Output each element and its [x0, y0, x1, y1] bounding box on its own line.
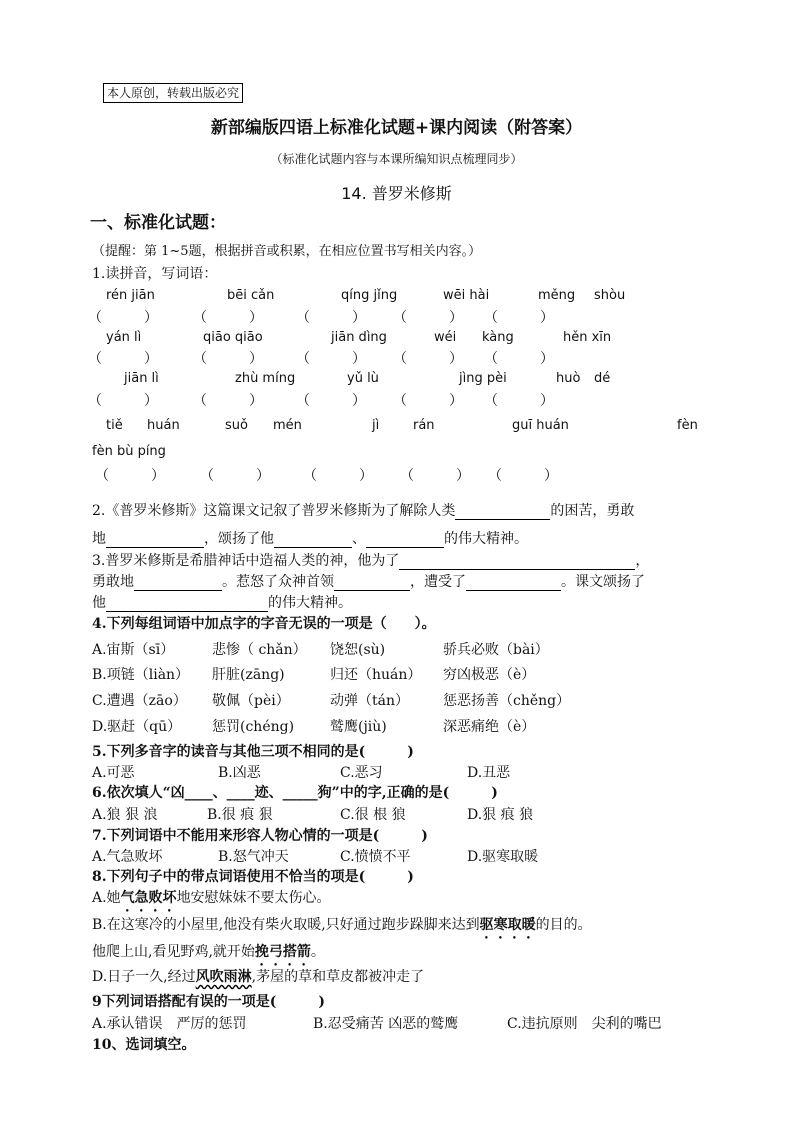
pinyin: fèn bù píng: [92, 444, 166, 459]
text: 的伟大精神。: [268, 595, 352, 611]
fill-blank[interactable]: [399, 555, 635, 570]
option-b[interactable]: B.忍受痛苦 凶恶的鹫鹰: [313, 1016, 459, 1032]
answer-blank[interactable]: （ ）: [193, 351, 263, 367]
pinyin: mén: [273, 418, 302, 433]
option-b[interactable]: B.项链（liàn）: [92, 667, 190, 683]
text: ，颂扬了他: [204, 531, 274, 547]
answer-blank[interactable]: （ ）: [200, 468, 270, 484]
text: 他: [92, 595, 106, 611]
text: 2.《普罗米修斯》这篇课文记叙了普罗米修斯为了解除人类: [92, 503, 456, 519]
answer-blank[interactable]: （ ）: [88, 393, 158, 409]
q9-stem: 9下列词语搭配有误的一项是( ): [92, 994, 325, 1010]
q2-line2: [92, 528, 528, 548]
pinyin: tiě: [106, 418, 123, 433]
text: ，遭受了: [410, 574, 466, 590]
pinyin: měng: [538, 288, 576, 303]
option-b[interactable]: [92, 914, 592, 942]
option-b: 穷凶极恶（è）: [443, 667, 536, 683]
q3-line3: [92, 592, 352, 612]
option-d[interactable]: D.丑恶: [467, 765, 511, 781]
pinyin: jì: [372, 418, 380, 433]
page-title: 新部编版四语上标准化试题+课内阅读（附答案）: [210, 118, 583, 138]
text: ，: [635, 553, 650, 569]
answer-blank[interactable]: （ ）: [193, 393, 263, 409]
pinyin: huò: [556, 371, 581, 386]
option-a[interactable]: [92, 887, 331, 915]
pinyin: rén jiān: [106, 288, 155, 303]
text: ,茅屋的草和草皮都被冲走了: [251, 969, 425, 985]
option-c: 动弹（tán）: [330, 693, 409, 709]
pinyin: jiān lì: [124, 371, 159, 386]
option-c: 敬佩（pèi）: [212, 693, 290, 709]
q10-stem: 10、选词填空。: [92, 1037, 196, 1053]
copyright-stamp: 本人原创，转载出版必究: [103, 83, 243, 103]
fill-blank[interactable]: [134, 576, 222, 591]
dotted-word: 气急败坏: [120, 890, 177, 906]
option-c: 惩恶扬善（chěng）: [443, 693, 571, 709]
q7-stem: 7.下列词语中不能用来形容人物心情的一项是( ): [92, 828, 428, 844]
fill-blank[interactable]: [466, 576, 561, 591]
answer-blank[interactable]: （ ）: [193, 310, 263, 326]
pinyin: yǔ lù: [347, 371, 379, 386]
q6-stem: 6.依次填人“凶____、____迹、_____狗”中的字,正确的是( ): [92, 785, 498, 801]
text: 的目的。: [535, 917, 592, 933]
q3-line1: [92, 550, 649, 570]
q3-line2: [92, 571, 645, 591]
option-b[interactable]: B.怒气冲天: [218, 849, 289, 865]
pinyin: qiāo qiāo: [203, 330, 263, 345]
q4-stem: 4.下列每组词语中加点字的字音无误的一项是（ ）。: [92, 616, 436, 632]
pinyin: yán lì: [106, 330, 142, 345]
fill-blank[interactable]: [106, 533, 204, 548]
text: 3.普罗米修斯是希腊神话中造福人类的神，他为了: [92, 553, 400, 569]
fill-blank[interactable]: [366, 533, 444, 548]
pinyin: kàng: [482, 330, 514, 345]
option-b: 归还（huán）: [330, 667, 422, 683]
fill-blank[interactable]: [106, 597, 268, 612]
option-d: 深恶痛绝（è）: [443, 719, 536, 735]
answer-blank[interactable]: （ ）: [88, 351, 158, 367]
text: 地: [92, 531, 106, 547]
pinyin: shòu: [594, 288, 626, 303]
section-heading: 一、标准化试题：: [90, 213, 226, 233]
page-subtitle: （标准化试题内容与本课所编知识点梳理同步）: [270, 152, 523, 166]
answer-blank[interactable]: （ ）: [400, 468, 470, 484]
option-a[interactable]: A.气急败坏: [92, 849, 163, 865]
answer-blank[interactable]: （ ）: [393, 310, 463, 326]
text: 的伟大精神。: [444, 531, 528, 547]
option-c[interactable]: C.违抗原则 尖利的嘴巴: [507, 1016, 662, 1032]
option-c[interactable]: C.遭遇（zāo）: [92, 693, 187, 709]
option-c[interactable]: C.很 根 狼: [340, 807, 406, 823]
pinyin: dé: [594, 371, 611, 386]
pinyin: hěn xīn: [563, 330, 612, 345]
option-d[interactable]: D.驱赶（qū）: [92, 719, 182, 735]
dotted-word: 驱寒取暖: [479, 917, 536, 933]
answer-blank[interactable]: （ ）: [484, 310, 554, 326]
option-d: 惩罚(chéng): [212, 719, 295, 735]
pinyin: bēi cǎn: [227, 288, 275, 303]
option-d[interactable]: [92, 966, 424, 986]
pinyin: jìng pèi: [459, 371, 507, 386]
lesson-title: 14. 普罗米修斯: [341, 184, 452, 203]
answer-blank[interactable]: （ ）: [393, 351, 463, 367]
option-d[interactable]: D.狠 痕 狼: [467, 807, 534, 823]
fill-blank[interactable]: [455, 505, 550, 520]
answer-blank[interactable]: （ ）: [296, 310, 366, 326]
option-d: 鹫鹰(jiù): [330, 719, 387, 735]
option-b: 肝脏(zāng): [212, 667, 285, 683]
fill-blank[interactable]: [334, 576, 410, 591]
text: A.她: [92, 890, 121, 906]
text: B.在这寒冷的小屋里,他没有柴火取暖,只好通过跑步跺脚来达到: [92, 917, 480, 933]
text: 他爬上山,看见野鸡,就开始: [92, 944, 255, 960]
text: 、: [352, 531, 366, 547]
text: 。课文颂扬了: [561, 574, 645, 590]
pinyin: huán: [147, 418, 180, 433]
pinyin: wēi hài: [443, 288, 490, 303]
answer-blank[interactable]: （ ）: [303, 468, 373, 484]
tip-text: （提醒：第 1~5题，根据拼音或积累，在相应位置书写相关内容。）: [92, 244, 482, 259]
answer-blank[interactable]: （ ）: [296, 351, 366, 367]
option-a: 骄兵必败（bài）: [443, 642, 549, 658]
answer-blank[interactable]: （ ）: [484, 393, 554, 409]
text: 。: [310, 944, 325, 960]
option-c[interactable]: [92, 941, 325, 969]
pinyin: fèn: [677, 418, 698, 433]
text: D.日子一久,经过: [92, 969, 196, 985]
option-c[interactable]: C.愤愤不平: [340, 849, 411, 865]
answer-blank[interactable]: （ ）: [88, 310, 158, 326]
q8-stem: 8.下列句子中的带点词语使用不恰当的项是( ): [92, 869, 414, 885]
answer-blank[interactable]: （ ）: [488, 468, 558, 484]
text: 。惹怒了众神首领: [222, 574, 334, 590]
answer-blank[interactable]: （ ）: [484, 351, 554, 367]
pinyin: zhù míng: [235, 371, 296, 386]
text: 的困苦，勇敢: [550, 503, 635, 519]
answer-blank[interactable]: （ ）: [296, 393, 366, 409]
text: 勇敢地: [92, 574, 134, 590]
dotted-word: 挽弓搭箭: [254, 944, 311, 960]
option-a[interactable]: A.可恶: [92, 765, 135, 781]
option-a: 悲惨（ chǎn）: [212, 642, 307, 658]
option-b[interactable]: B.很 痕 狠: [207, 807, 273, 823]
option-d[interactable]: D.驱寒取暖: [467, 849, 539, 865]
pinyin: rán: [413, 418, 435, 433]
option-b[interactable]: B.凶恶: [218, 765, 261, 781]
q5-stem: 5.下列多音字的读音与其他三项不相同的是( ): [92, 744, 414, 760]
option-a[interactable]: A.宙斯（sī）: [92, 642, 175, 658]
pinyin: wéi: [434, 330, 457, 345]
pinyin: qíng jǐng: [341, 288, 398, 303]
answer-blank[interactable]: （ ）: [393, 393, 463, 409]
fill-blank[interactable]: [274, 533, 352, 548]
q2-line1: [92, 500, 634, 520]
option-c[interactable]: C.恶习: [340, 765, 383, 781]
q1-stem: 1.读拼音，写词语：: [92, 266, 218, 282]
option-a[interactable]: A.承认错误 严厉的惩罚: [92, 1016, 247, 1032]
text: 地安慰妹妹不要太伤心。: [176, 890, 331, 906]
option-a[interactable]: A.狼 狠 浪: [92, 807, 158, 823]
pinyin: guī huán: [512, 418, 569, 433]
pinyin: suǒ: [225, 418, 248, 433]
underlined-word: 风吹雨淋: [195, 969, 252, 985]
answer-blank[interactable]: （ ）: [95, 468, 165, 484]
option-a: 饶恕(sù): [330, 642, 386, 658]
pinyin: jiān dìng: [331, 330, 387, 345]
